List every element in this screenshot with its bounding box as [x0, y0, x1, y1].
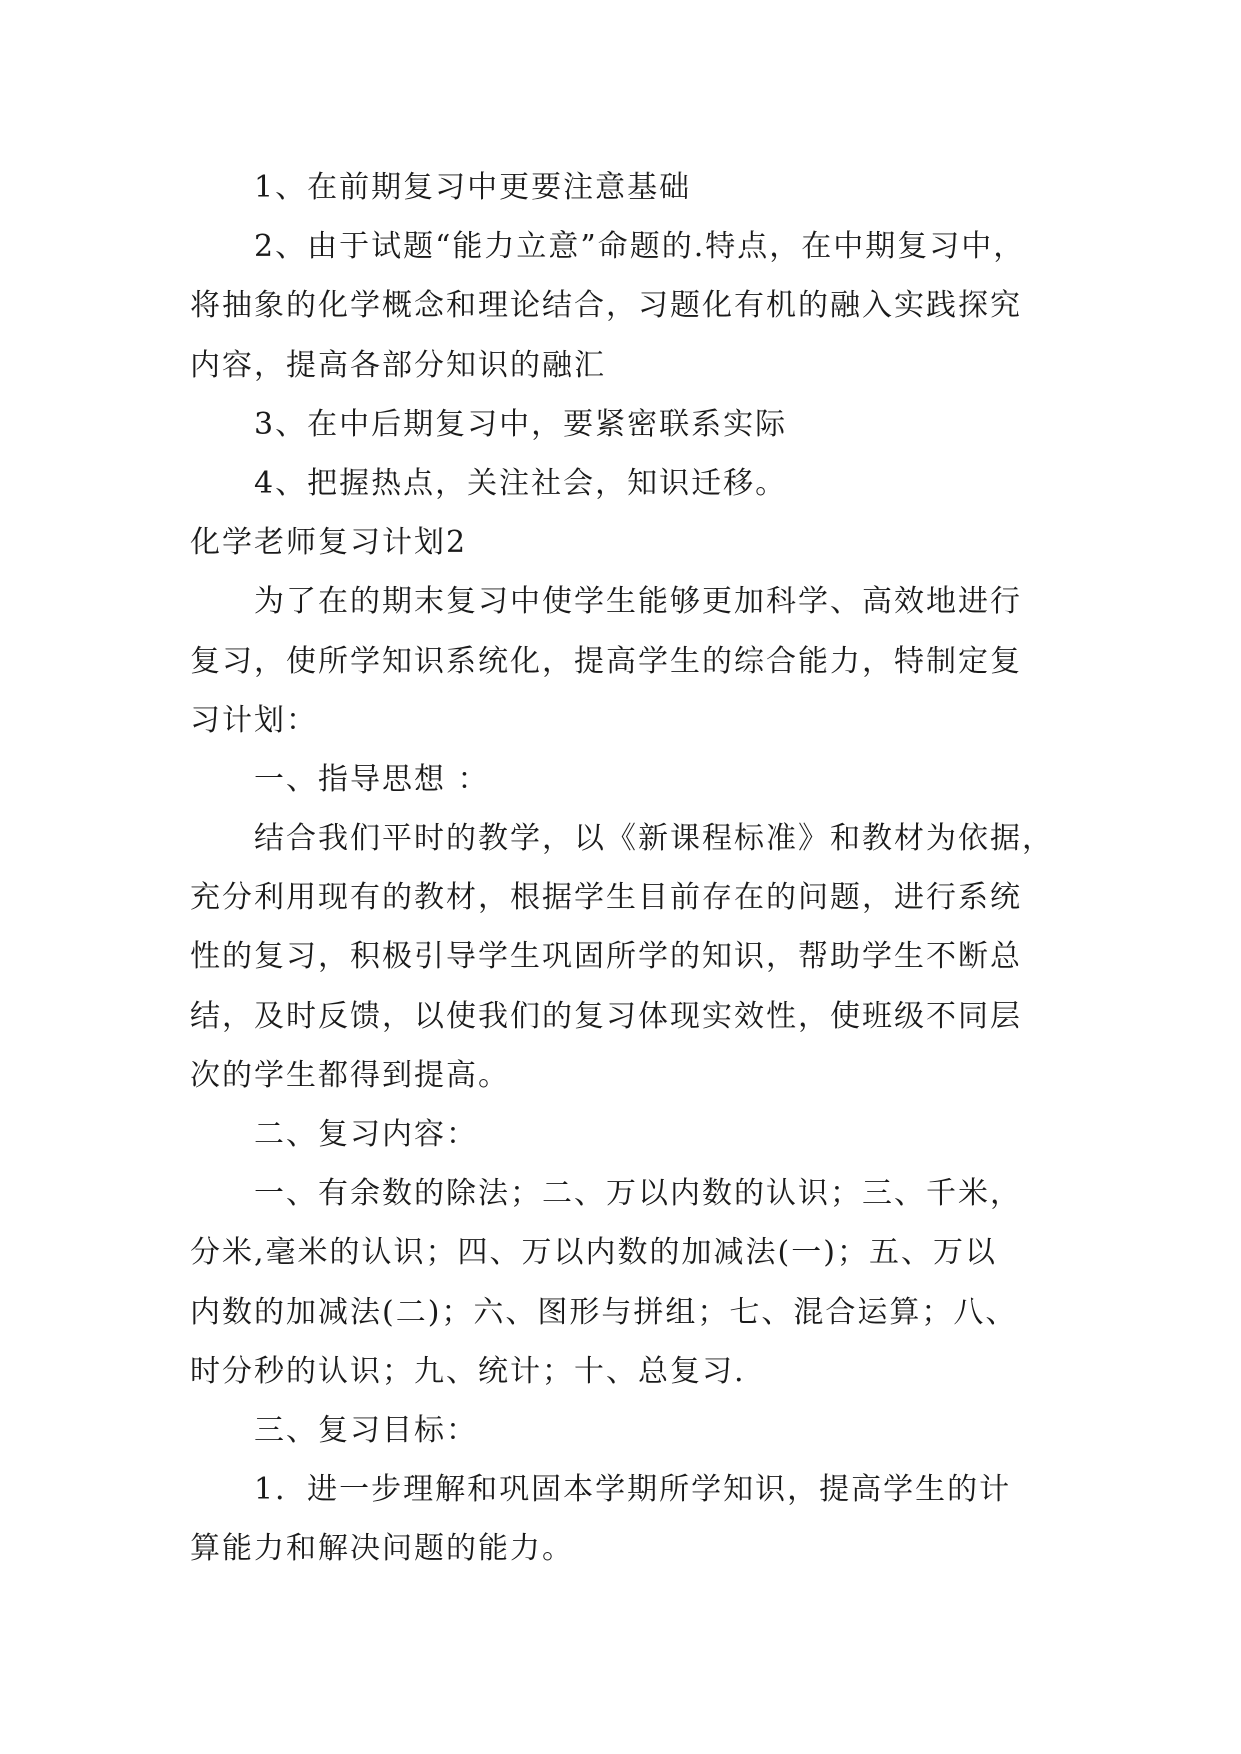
paragraph-line: 3、在中后期复习中，要紧密联系实际	[254, 406, 788, 442]
paragraph-line: 一、有余数的除法；二、万以内数的认识；三、千米，	[254, 1176, 1022, 1212]
paragraph-line: 内容，提高各部分知识的融汇	[190, 347, 606, 383]
document-body	[190, 158, 1052, 1579]
paragraph-line: 1．进一步理解和巩固本学期所学知识，提高学生的计	[254, 1472, 1012, 1508]
paragraph-line: 内数的加减法(二)；六、图形与拼组；七、混合运算；八、	[190, 1294, 1018, 1330]
paragraph-line: 性的复习，积极引导学生巩固所学的知识，帮助学生不断总	[190, 939, 1022, 975]
paragraph-line: 算能力和解决问题的能力。	[190, 1531, 574, 1567]
paragraph-line: 2、由于试题“能力立意”命题的.特点，在中期复习中，	[254, 229, 1026, 265]
paragraph-line: 结，及时反馈，以使我们的复习体现实效性，使班级不同层	[190, 998, 1022, 1034]
subheading: 二、复习内容：	[254, 1117, 478, 1152]
paragraph-line: 为了在的期末复习中使学生能够更加科学、高效地进行	[254, 584, 1022, 620]
paragraph-line: 结合我们平时的教学，以《新课程标准》和教材为依据，	[254, 821, 1054, 857]
paragraph-line: 分米,毫米的认识；四、万以内数的加减法(一)；五、万以	[190, 1235, 997, 1271]
subheading: 一、指导思想 ：	[254, 761, 490, 797]
subheading: 三、复习目标：	[254, 1412, 478, 1448]
paragraph-line: 次的学生都得到提高。	[190, 1057, 510, 1093]
paragraph-line: 习计划：	[190, 702, 318, 738]
paragraph-line: 4、把握热点，关注社会，知识迁移。	[254, 465, 788, 501]
paragraph-line: 复习，使所学知识系统化，提高学生的综合能力，特制定复	[190, 643, 1022, 679]
paragraph-line: 充分利用现有的教材，根据学生目前存在的问题，进行系统	[190, 880, 1022, 916]
paragraph-line: 将抽象的化学概念和理论结合，习题化有机的融入实践探究	[190, 288, 1022, 324]
section-title: 化学老师复习计划2	[190, 525, 468, 561]
paragraph-line: 时分秒的认识；九、统计；十、总复习.	[190, 1353, 746, 1389]
paragraph-line: 1、在前期复习中更要注意基础	[254, 170, 692, 205]
